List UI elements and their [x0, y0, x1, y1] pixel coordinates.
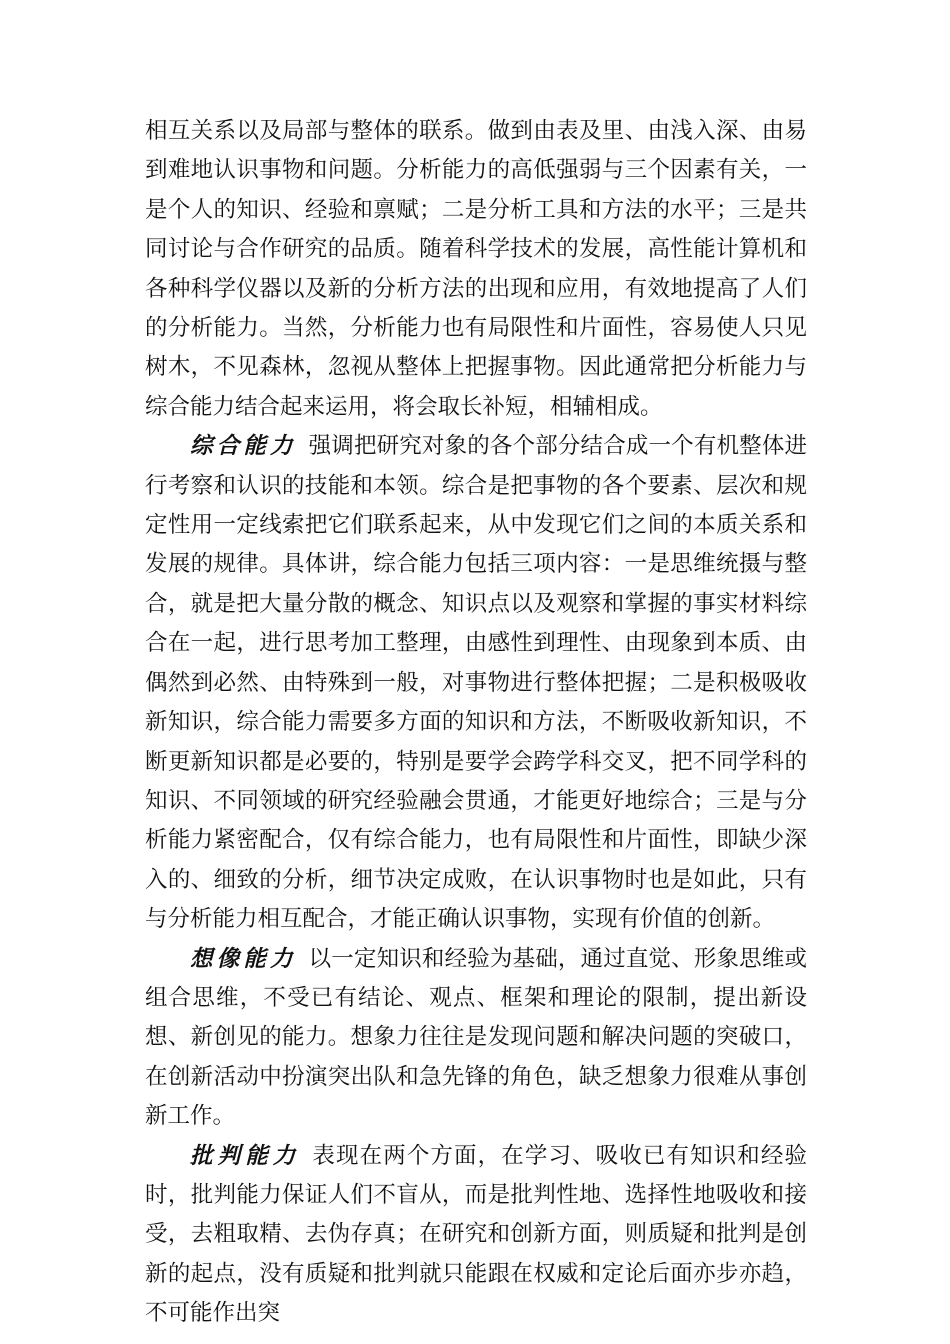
paragraph-text: 强调把研究对象的各个部分结合成一个有机整体进行考察和认识的技能和本领。综合是把事物的各个要素、层次和规定性用一定线索把它们联系起来，从中发现它们之间的本质关系和发展的规律。具体讲，综合能力包括三项内容：一是思维统摄与整合，就是把大量分散的概念、知识点以及观察和掌握的事实材料综合在一起，进行思考加工整理，由感性到理性、由现象到本质、由偶然到必然、由特殊到一般，对事物进行整体把握；二是积极吸收新知识，综合能力需要多方面的知识和方法，不断吸收新知识，不断更新知识都是必要的，特别是要学会跨学科交叉，把不同学科的知识、不同领域的研究经验融会贯通，才能更好地综合；三是与分析能力紧密配合，仅有综合能力，也有局限性和片面性，即缺少深入的、细致的分析，细节决定成败，在认识事物时也是如此，只有与分析能力相互配合，才能正确认识事物，实现有价值的创新。 — [145, 433, 807, 933]
paragraph-imagination-ability — [145, 940, 807, 1137]
paragraph-text: 以一定知识和经验为基础，通过直觉、形象思维或组合思维，不受已有结论、观点、框架和理论的限制，提出新设想、新创见的能力。想象力往往是发现问题和解决问题的突破口，在创新活动中扮演突出队和急先锋的角色，缺乏想象力很难从事创新工作。 — [145, 945, 807, 1130]
paragraph-critical-ability — [145, 1137, 807, 1334]
paragraph-text: 相互关系以及局部与整体的联系。做到由表及里、由浅入深、由易到难地认识事物和问题。分析能力的高低强弱与三个因素有关，一是个人的知识、经验和禀赋；二是分析工具和方法的水平；三是共同讨论与合作研究的品质。随着科学技术的发展，高性能计算机和各种科学仪器以及新的分析方法的出现和应用，有效地提高了人们的分析能力。当然，分析能力也有局限性和片面性，容易使人只见树木，不见森林，忽视从整体上把握事物。因此通常把分析能力与综合能力结合起来运用，将会取长补短，相辅相成。 — [145, 118, 807, 420]
term-heading: 批判能力 — [190, 1142, 301, 1169]
document-body — [145, 112, 807, 1334]
paragraph-analysis-continued — [145, 112, 807, 427]
paragraph-text: 表现在两个方面，在学习、吸收已有知识和经验时，批判能力保证人们不盲从，而是批判性地、选择性地吸收和接受，去粗取精、去伪存真；在研究和创新方面，则质疑和批判是创新的起点，没有质疑和批判就只能跟在权威和定论后面亦步亦趋，不可能作出突 — [145, 1142, 807, 1327]
term-heading: 想像能力 — [190, 945, 297, 972]
paragraph-synthesis-ability — [145, 427, 807, 939]
term-heading: 综合能力 — [190, 433, 297, 460]
